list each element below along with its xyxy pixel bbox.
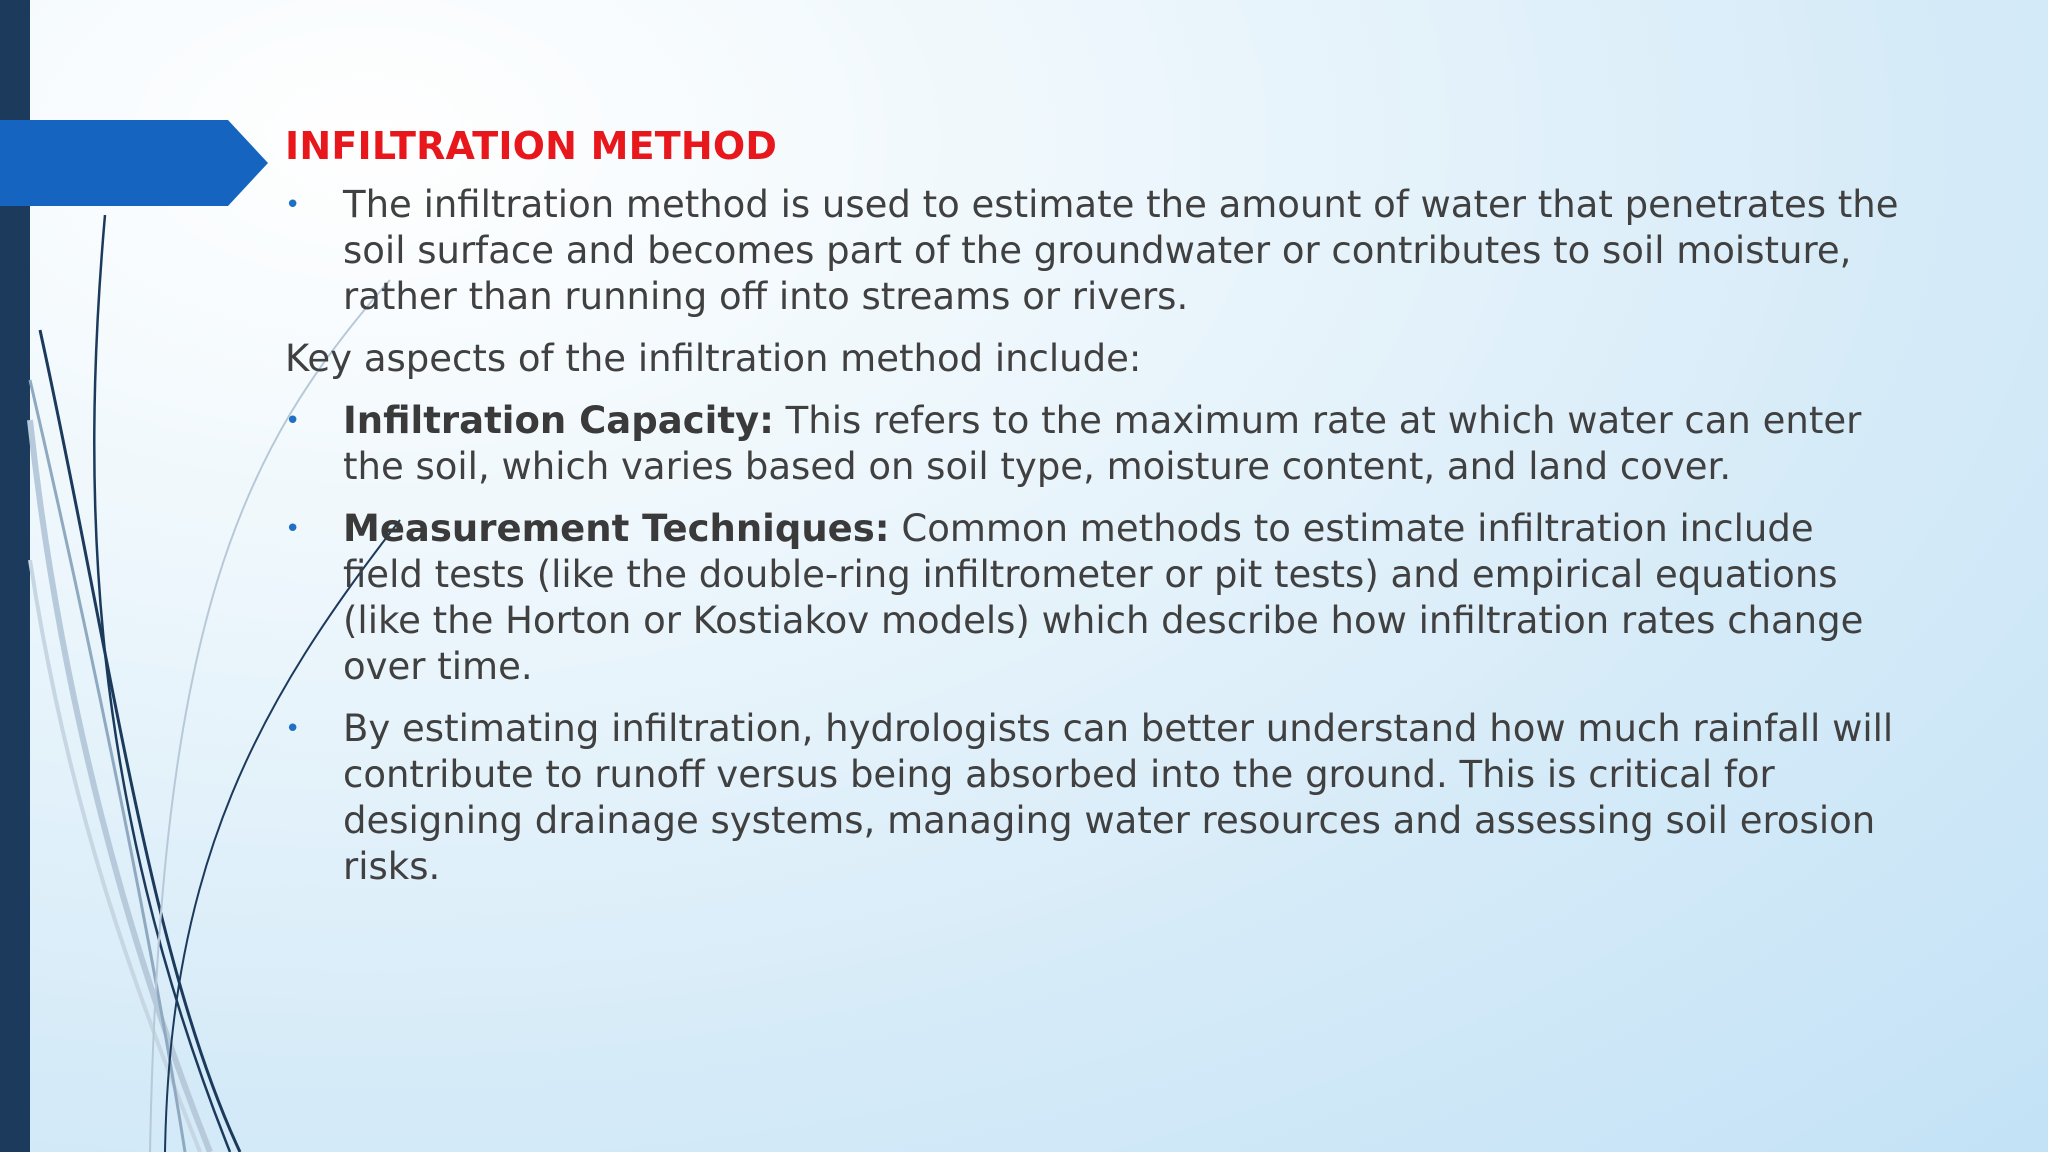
bullet-dot: • bbox=[285, 514, 301, 544]
slide-title: INFILTRATION METHOD bbox=[285, 124, 778, 168]
bullet-text: Common methods to estimate infiltration include field tests (like the double-ring infiltrometer or pit tests) and empirical equations (like the Horton or Kostiakov models) which describe how infiltration rates change over time. bbox=[343, 507, 1864, 688]
title-arrow-marker bbox=[0, 120, 270, 206]
slide-content bbox=[285, 116, 1905, 890]
key-aspects-heading: Key aspects of the infiltration method include: bbox=[285, 337, 1142, 380]
bullet-dot: • bbox=[285, 714, 301, 744]
bullet-measurement-techniques bbox=[285, 506, 1905, 690]
bullet-text: This refers to the maximum rate at which water can enter the soil, which varies based on soil type, moisture content, and land cover. bbox=[343, 399, 1862, 488]
intro-bullet bbox=[285, 182, 1905, 320]
bullet-dot: • bbox=[285, 190, 301, 220]
bullet-term: Measurement Techniques: bbox=[343, 507, 890, 550]
bullet-estimating-infiltration bbox=[285, 706, 1905, 890]
bullet-infiltration-capacity bbox=[285, 398, 1905, 490]
bullet-dot: • bbox=[285, 406, 301, 436]
bullet-term: Infiltration Capacity: bbox=[343, 399, 774, 442]
intro-text: The infiltration method is used to estimate the amount of water that penetrates the soil surface and becomes part of the groundwater or contributes to soil moisture, rather than running off into streams or rivers. bbox=[343, 183, 1899, 318]
bullet-text: By estimating infiltration, hydrologists can better understand how much rainfall will contribute to runoff versus being absorbed into the ground. This is critical for designing drainage systems, managing water resources and assessing soil erosion risks. bbox=[343, 707, 1894, 888]
